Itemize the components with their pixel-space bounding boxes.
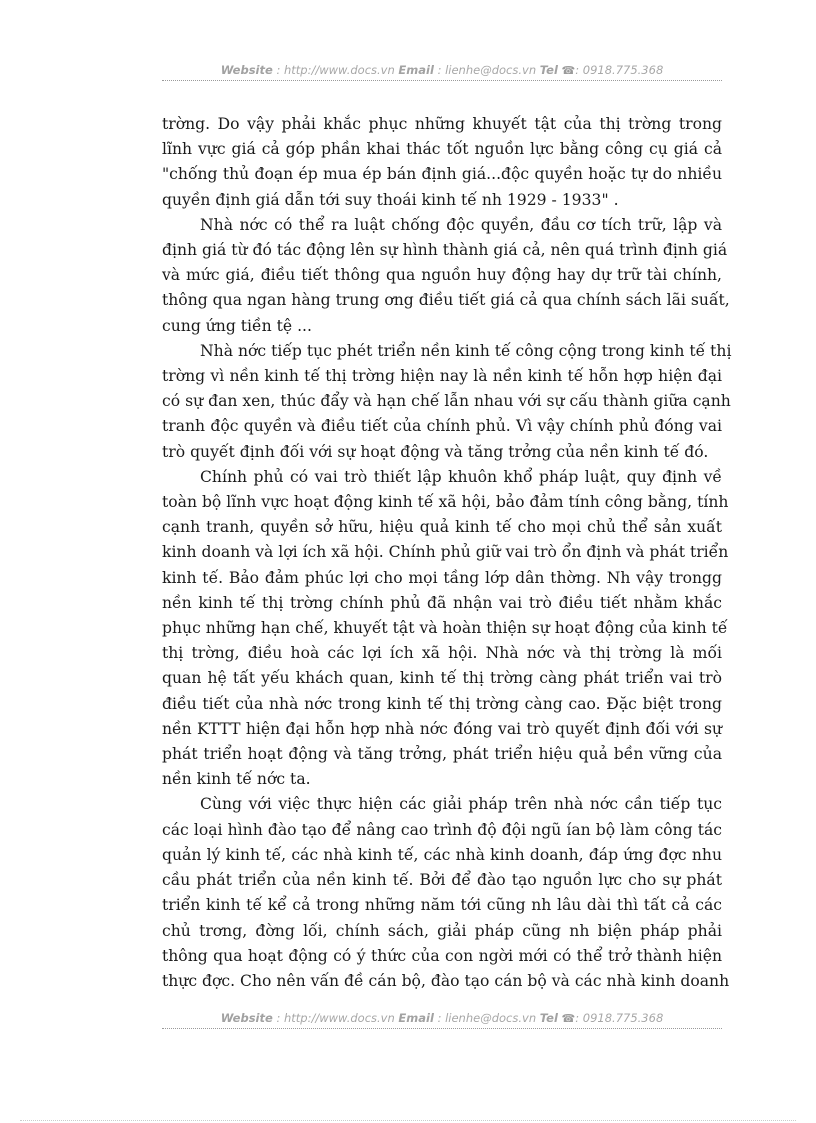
website-label: Website — [220, 63, 273, 77]
text-line: thực đợc. Cho nên vấn đề cán bộ, đào tạo cán bộ và các nhà kinh doanh — [162, 971, 730, 990]
text-line: và mức giá, điều tiết thông qua nguồn huy động hay dự trữ tài chính, — [162, 266, 722, 285]
text-line: thị trờng, điều hoà các lợi ích xã hội. Nhà nớc và thị trờng là mối — [162, 644, 722, 663]
email-label: Email — [398, 1011, 434, 1025]
text-line: nền kinh tế nớc ta. — [162, 770, 311, 789]
tel-label: Tel — [539, 63, 558, 77]
email-address: : lienhe@docs.vn — [437, 63, 537, 77]
paragraph-3 — [162, 339, 732, 465]
text-line: thông qua ngan hàng trung ơng điều tiết giá cả qua chính sách lãi suất, — [162, 291, 730, 310]
tel-number: : 0918.775.368 — [575, 1011, 664, 1025]
text-line: phục những hạn chế, khuyết tật và hoàn thiện sự hoạt động của kinh tế — [162, 619, 728, 638]
text-line: toàn bộ lĩnh vực hoạt động kinh tế xã hội, bảo đảm tính công bằng, tính — [162, 493, 729, 512]
text-line: lĩnh vực giá cả góp phần khai thác tốt nguồn lực bằng công cụ giá cả — [162, 140, 722, 159]
phone-icon: ☎ — [561, 1012, 576, 1025]
text-line: kinh tế. Bảo đảm phúc lợi cho mọi tầng lớp dân thờng. Nh vậy trongg — [162, 568, 722, 587]
text-line: triển kinh tế kể cả trong những năm tới cũng nh lâu dài thì tất cả các — [162, 896, 722, 915]
paragraph-4 — [162, 465, 729, 793]
text-line: Cùng với việc thực hiện các giải pháp trên nhà nớc cần tiếp tục — [200, 795, 722, 814]
page-header — [162, 60, 722, 81]
paragraph-1 — [162, 112, 722, 213]
email-label: Email — [398, 63, 434, 77]
text-line: quản lý kinh tế, các nhà kinh tế, các nhà kinh doanh, đáp ứng đợc nhu — [162, 845, 722, 864]
text-line: kinh doanh và lợi ích xã hội. Chính phủ giữ vai trò ổn định và phát triển — [162, 543, 729, 562]
tel-label: Tel — [539, 1011, 558, 1025]
text-line: điều tiết của nhà nớc trong kinh tế thị trờng càng cao. Đặc biệt trong — [162, 694, 722, 713]
phone-icon: ☎ — [561, 64, 576, 77]
website-url: : http://www.docs.vn — [276, 1011, 395, 1025]
paragraph-2 — [162, 213, 730, 339]
text-line: quan hệ tất yếu khách quan, kinh tế thị trờng càng phát triển vai trò — [162, 669, 722, 688]
text-line: thông qua hoạt động có ý thức của con ngời mới có thể trở thành hiện — [162, 946, 722, 965]
text-line: "chống thủ đoạn ép mua ép bán định giá...độc quyền hoặc tự do nhiều — [162, 165, 722, 184]
text-line: Chính phủ có vai trò thiết lập khuôn khổ pháp luật, quy định về — [200, 467, 722, 486]
text-line: trờng vì nền kinh tế thị trờng hiện nay là nền kinh tế hỗn hợp hiện đại — [162, 367, 722, 386]
text-line: định giá từ đó tác động lên sự hình thành giá cả, nên quá trình định giá — [162, 241, 728, 260]
website-url: : http://www.docs.vn — [276, 63, 395, 77]
text-line: cầu phát triển của nền kinh tế. Bởi để đào tạo nguồn lực cho sự phát — [162, 871, 722, 890]
text-line: quyền định giá dẫn tới suy thoái kinh tế nh 1929 - 1933" . — [162, 190, 619, 209]
text-line: cạnh tranh, quyền sở hữu, hiệu quả kinh tế cho mọi chủ thể sản xuất — [162, 518, 722, 537]
text-line: tranh độc quyền và điều tiết của chính phủ. Vì vậy chính phủ đóng vai — [162, 417, 722, 436]
text-line: trờng. Do vậy phải khắc phục những khuyết tật của thị trờng trong — [162, 115, 722, 133]
tel-number: : 0918.775.368 — [575, 63, 664, 77]
text-line: có sự đan xen, thúc đẩy và hạn chế lẫn nhau với sự cấu thành giữa cạnh — [162, 392, 731, 411]
text-line: Nhà nớc tiếp tục phét triển nền kinh tế công cộng trong kinh tế thị — [200, 341, 732, 360]
document-body — [162, 112, 732, 994]
text-line: các loại hình đào tạo để nâng cao trình độ đội ngũ ían bộ làm công tác — [162, 820, 722, 839]
paragraph-5 — [162, 792, 730, 994]
text-line: phát triển hoạt động và tăng trởng, phát triển hiệu quả bền vững của — [162, 745, 722, 764]
text-line: trò quyết định đối với sự hoạt động và tăng trởng của nền kinh tế đó. — [162, 442, 709, 461]
text-line: Nhà nớc có thể ra luật chống độc quyền, đầu cơ tích trữ, lập và — [200, 215, 722, 234]
website-label: Website — [220, 1011, 273, 1025]
page-edge-divider — [20, 1120, 796, 1121]
text-line: nền kinh tế thị trờng chính phủ đã nhận vai trò điều tiết nhằm khắc — [162, 593, 722, 612]
text-line: chủ trơng, đờng lối, chính sách, giải pháp cũng nh biện pháp phải — [162, 921, 722, 940]
page-footer — [162, 1008, 722, 1029]
text-line: nền KTTT hiện đại hỗn hợp nhà nớc đóng vai trò quyết định đối với sự — [162, 719, 722, 738]
text-line: cung ứng tiền tệ ... — [162, 316, 312, 335]
email-address: : lienhe@docs.vn — [437, 1011, 537, 1025]
